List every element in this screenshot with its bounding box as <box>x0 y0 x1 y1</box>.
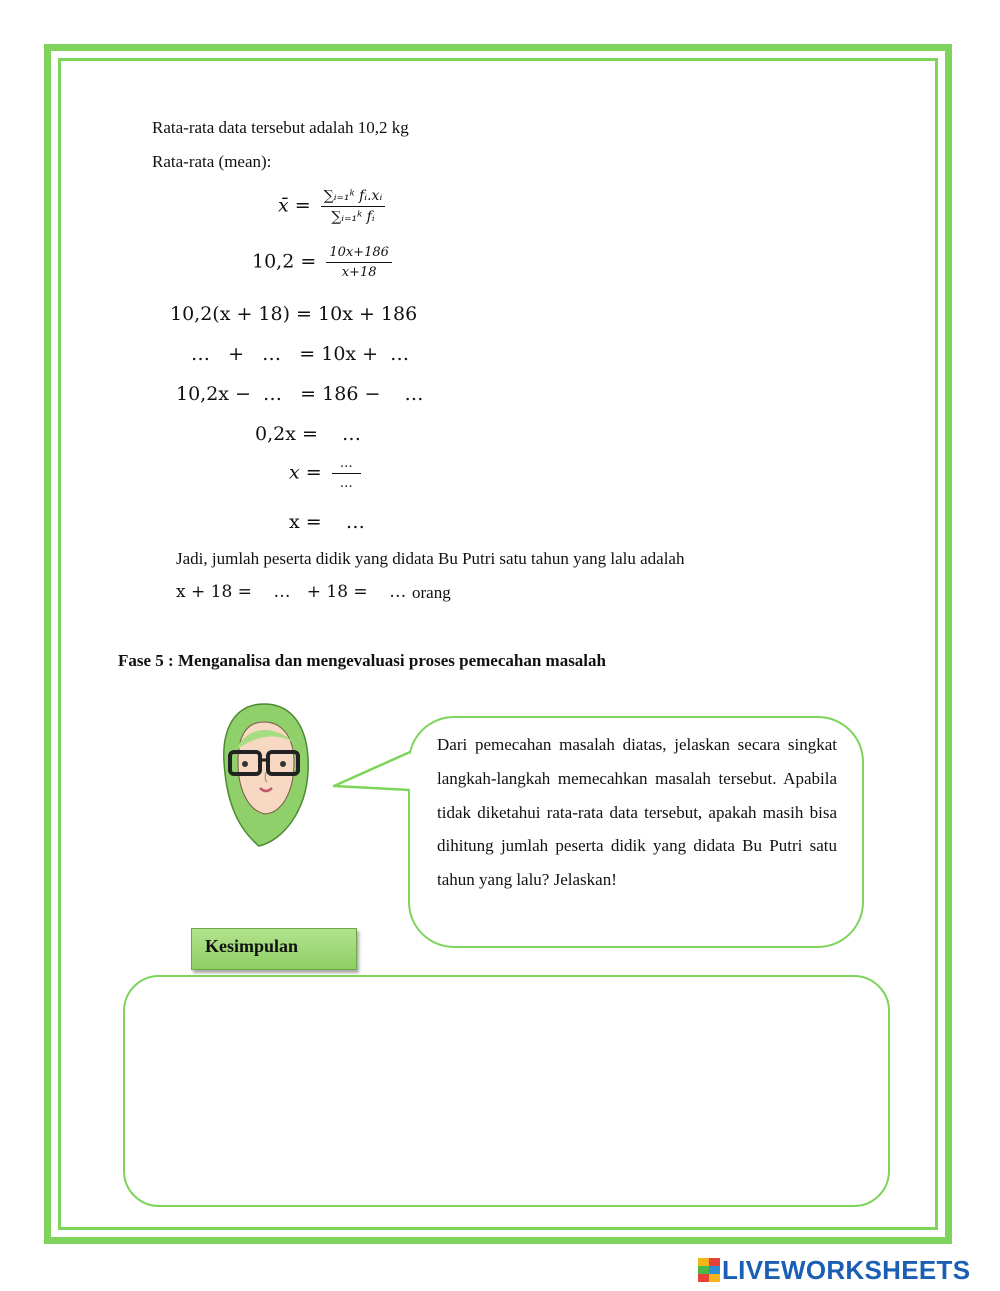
eq1-denominator: x+18 <box>341 265 377 280</box>
equation-6 <box>289 456 361 491</box>
phase-title: Fase 5 : Menganalisa dan mengevaluasi proses pemecahan masalah <box>118 651 606 670</box>
eq6-numerator: … <box>332 456 361 474</box>
brand-name: LIVEWORKSHEETS <box>722 1254 971 1285</box>
conclusion-answer-box[interactable] <box>123 975 890 1207</box>
mean-denominator: ∑ᵢ₌₁ᵏ fᵢ <box>331 209 375 225</box>
equation-3: … + … = 10x + … <box>191 343 410 365</box>
teacher-avatar <box>214 700 314 850</box>
equation-4: 10,2x − … = 186 − … <box>176 383 424 405</box>
intro-line-2: Rata-rata (mean): <box>152 152 272 171</box>
eq1-fraction <box>326 245 392 280</box>
mean-fraction <box>321 188 386 225</box>
liveworksheets-brand <box>698 1254 971 1285</box>
conclusion-label: Kesimpulan <box>191 928 357 970</box>
conclusion-sentence: Jadi, jumlah peserta didik yang didata Bu Putri satu tahun yang lalu adalah <box>176 549 685 568</box>
equation-1 <box>252 245 392 280</box>
intro-line-1: Rata-rata data tersebut adalah 10,2 kg <box>152 118 409 137</box>
equation-2: 10,2(x + 18) = 10x + 186 <box>170 303 418 325</box>
mean-lhs: x̄ = <box>278 194 311 217</box>
eq6-denominator: … <box>339 476 353 491</box>
mean-formula <box>278 188 385 225</box>
final-equation: x + 18 = … + 18 = … <box>176 582 407 602</box>
eq6-lhs: x = <box>289 461 322 484</box>
equation-7: x = … <box>289 511 365 533</box>
bubble-text: Dari pemecahan masalah diatas, jelaskan secara singkat langkah-langkah memecahkan masalah tersebut. Apabila tidak diketahui rata-rata data tersebut, apakah masih bisa dihitung jumlah peserta didik yang didata Bu Putri satu tahun yang lalu? Jelaskan! <box>437 735 837 890</box>
equation-5: 0,2x = … <box>255 423 362 445</box>
final-unit: orang <box>412 583 451 602</box>
eq1-lhs: 10,2 = <box>252 250 317 273</box>
eq6-fraction <box>332 456 361 491</box>
speech-bubble-tail <box>330 748 416 796</box>
eq1-numerator: 10x+186 <box>326 245 392 263</box>
liveworksheets-logo-icon <box>698 1258 720 1282</box>
mean-numerator: ∑ᵢ₌₁ᵏ fᵢ.xᵢ <box>321 188 386 207</box>
